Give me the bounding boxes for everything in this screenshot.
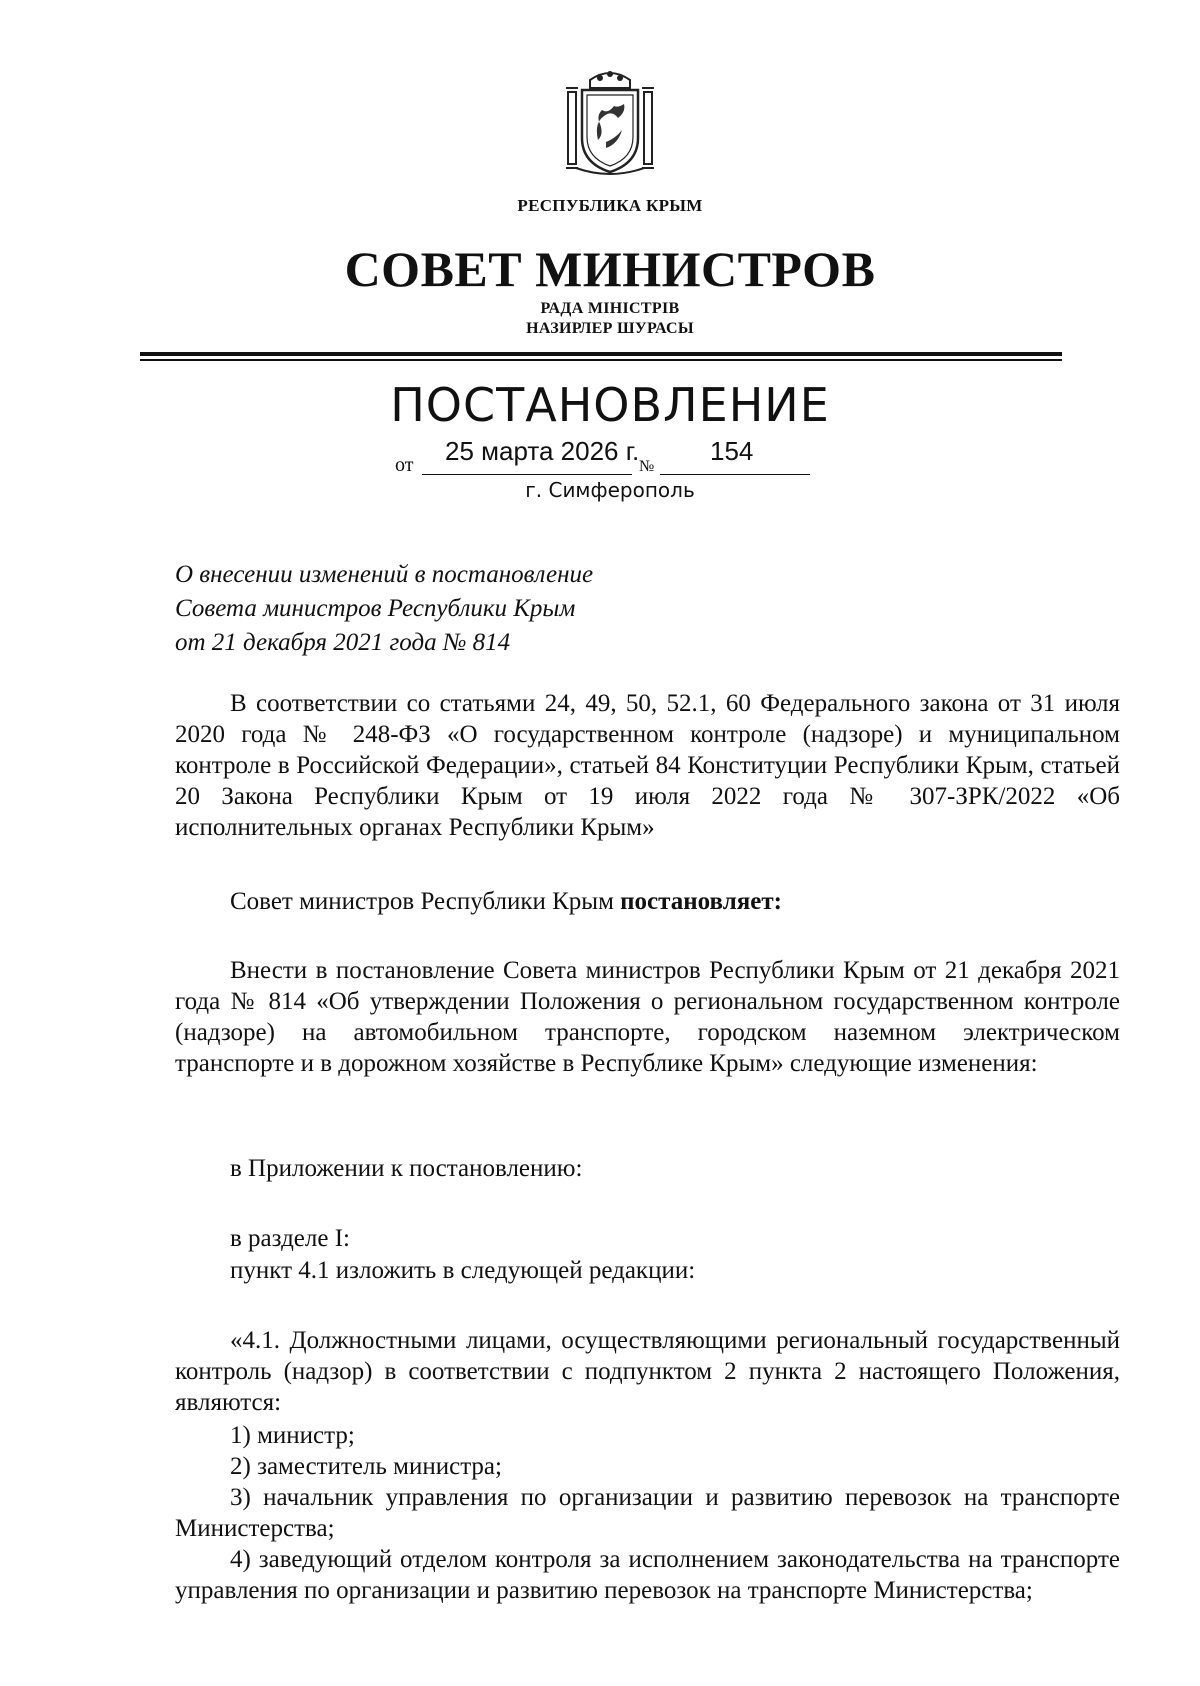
list-item: 3) начальник управления по организации и развитию перевозок на транспорте Министерства; [175,1484,1120,1542]
republic-title: РЕСПУБЛИКА КРЫМ [517,196,703,215]
crimea-coat-of-arms-icon [560,68,660,180]
list-item: 4) заведующий отделом контроля за исполнением законодательства на транспорте управления по организации и развитию перевозок на транспорте Министерства; [175,1546,1120,1604]
decree-subject [175,558,593,660]
resolves-paragraph [230,888,782,916]
decree-date: 25 марта 2026 г. [445,436,640,466]
subject-line: Совета министров Республики Крым [175,595,576,622]
from-label: от [395,454,414,476]
subject-line: О внесении изменений в постановление [175,561,594,588]
number-underline [660,474,810,475]
appendix-paragraph: в Приложении к постановлению: [230,1155,583,1182]
amend-paragraph: Внести в постановление Совета министров Республики Крым от 21 декабря 2021 года № 814 «Об утверждении Положения о региональном государственном контроле (надзоре) на автомобильном транспорте, городском наземном электрическом транспорте и в дорожном хозяйстве в Республике Крым» следующие изменения: [175,957,1120,1077]
decree-date-line [395,436,815,476]
council-title: СОВЕТ МИНИСТРОВ [344,241,876,297]
resolves-text: Совет министров Республики Крым [230,888,621,915]
decree-title: ПОСТАНОВЛЕНИЕ [390,378,830,432]
number-label: № [639,458,655,475]
date-underline [422,474,632,475]
list-item: 1) министр; [230,1422,355,1449]
header-divider [140,352,1062,356]
subject-line: от 21 декабря 2021 года № 814 [175,629,511,656]
list-item: 2) заместитель министра; [230,1453,502,1480]
section-paragraph: в разделе I: [230,1225,350,1252]
council-title-ukrainian: РАДА МІНІСТРІВ [540,300,680,317]
clause-paragraph: пункт 4.1 изложить в следующей редакции: [230,1257,696,1284]
header-divider-thin [140,359,1062,361]
council-title-crimean-tatar: НАЗИРЛЕР ШУРАСЫ [526,320,694,337]
preamble-paragraph: В соответствии со статьями 24, 49, 50, 52.1, 60 Федерального закона от 31 июля 2020 года № 248-ФЗ «О государственном контроле (надзоре) и муниципальном контроле в Российской Федерации», статьей 84 Конституции Республики Крым, статьей 20 Закона Республики Крым от 19 июля 2022 года № 307-ЗРК/2022 «Об исполнительных органах Республики Крым» [175,690,1120,841]
resolves-keyword: постановляет: [620,888,782,915]
decree-number: 154 [710,436,754,466]
decree-city: г. Симферополь [525,478,695,502]
clause-text-paragraph: «4.1. Должностными лицами, осуществляющими региональный государственный контроль (надзор) в соответствии с подпунктом 2 пункта 2 настоящего Положения, являются: [175,1327,1120,1416]
